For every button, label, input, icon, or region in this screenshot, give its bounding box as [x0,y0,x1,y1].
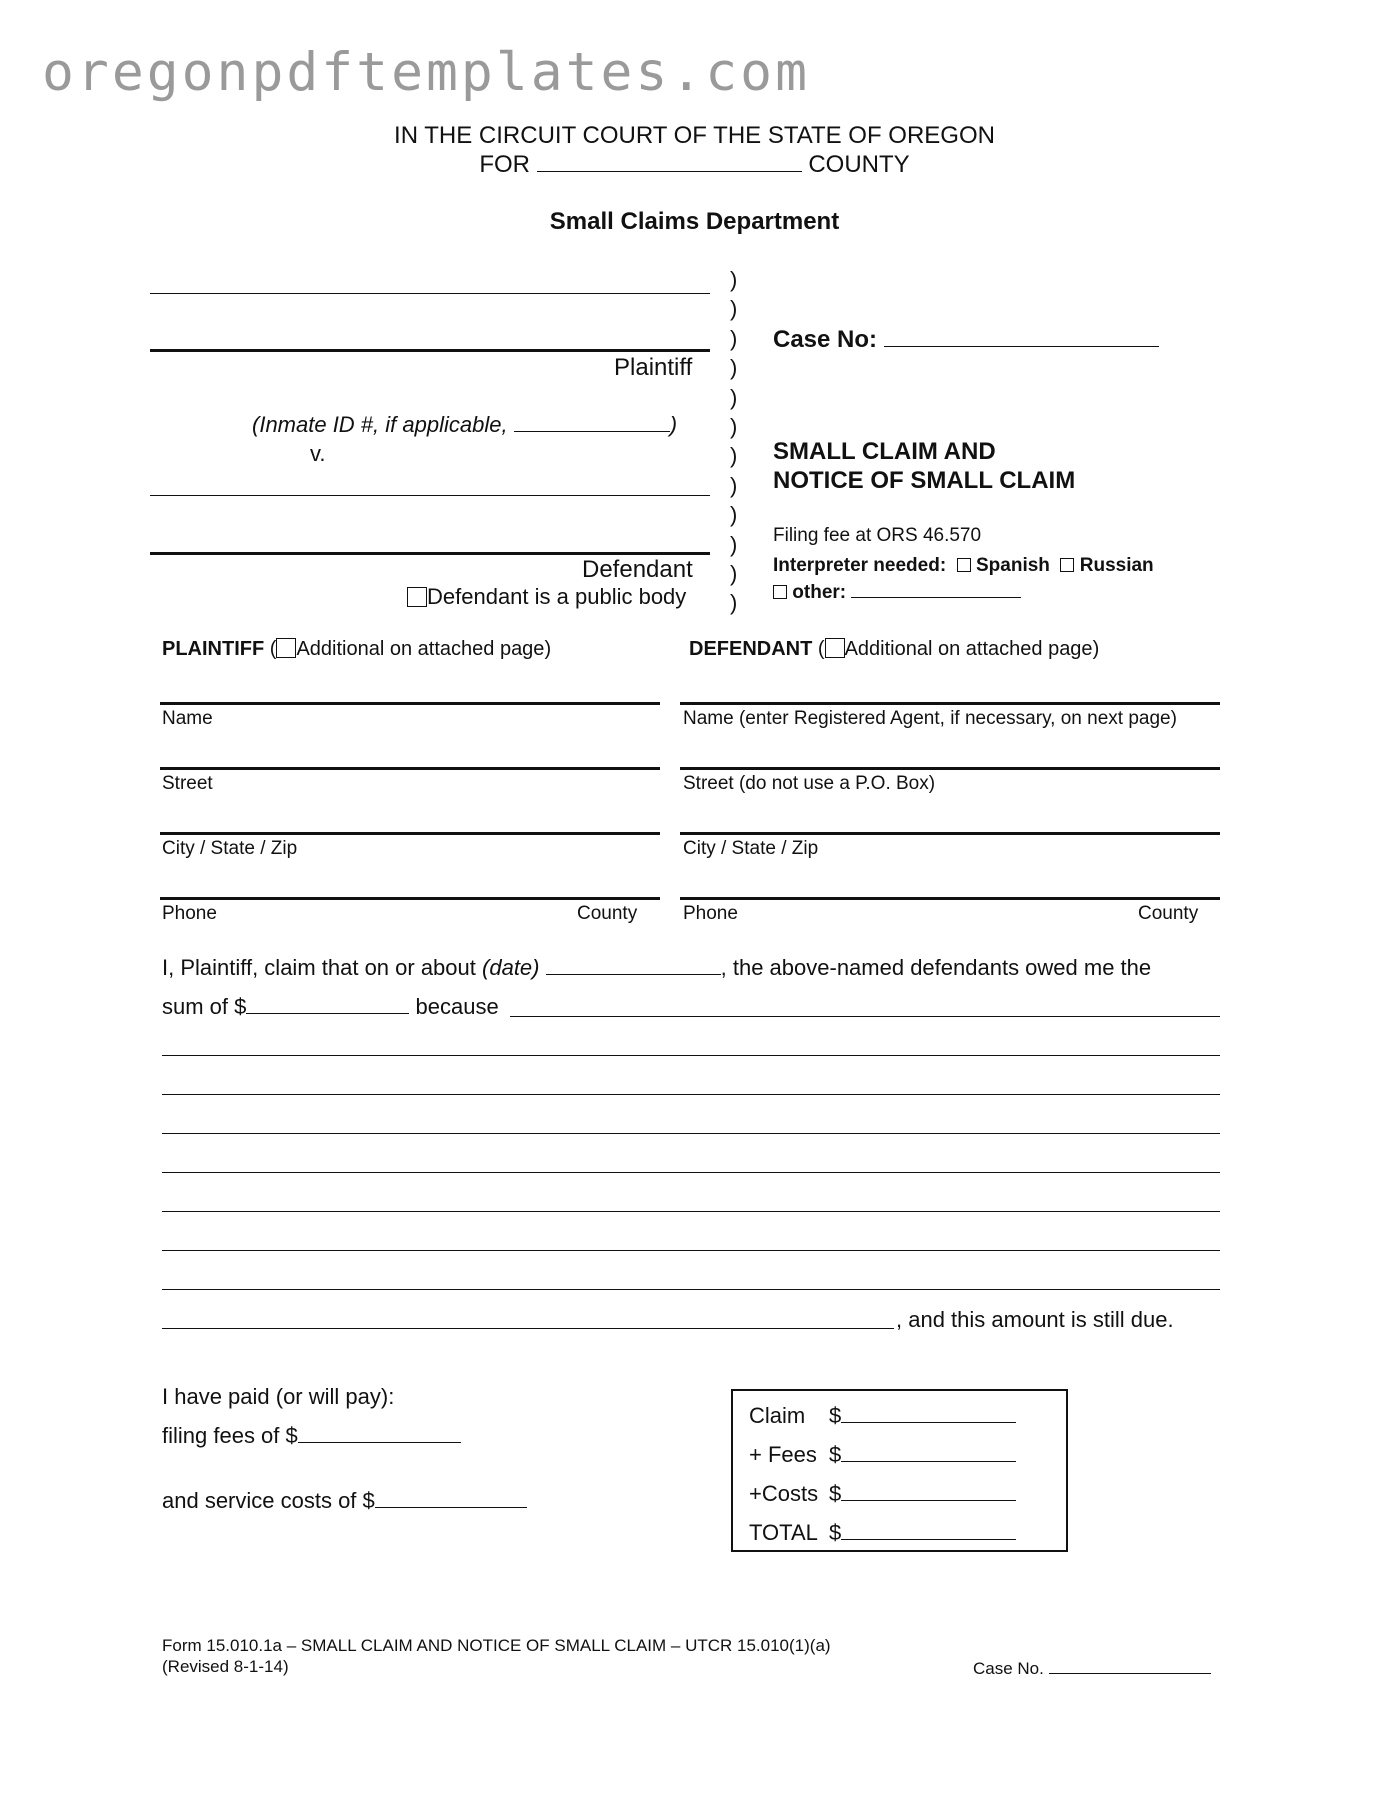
inmate-id [252,411,677,438]
service-costs-label: and service costs of $ [162,1488,375,1513]
interpreter-other-checkbox[interactable] [773,585,787,599]
plaintiff-additional-checkbox[interactable] [276,638,296,658]
plaintiff-caption-label: Plaintiff [614,354,693,381]
versus-label: v. [310,441,326,466]
defendant-section-heading [689,638,1099,661]
claim-after-date: , the above-named defendants owed me the [720,955,1152,980]
because-line-6[interactable] [162,1211,1220,1212]
service-costs-field[interactable] [375,1487,527,1508]
totals-costs-field[interactable] [841,1480,1016,1501]
plaintiff-name-label: Name [162,708,213,729]
form-title-line-1: SMALL CLAIM AND [773,438,996,465]
county-heading [0,151,1389,179]
paid-label: I have paid (or will pay): [162,1384,395,1409]
totals-costs-label: +Costs [749,1481,819,1506]
defendant-name-label: Name (enter Registered Agent, if necessary, on next page) [683,708,1177,729]
defendant-additional-checkbox[interactable] [825,638,845,658]
filing-fee-note: Filing fee at ORS 46.570 [773,525,982,546]
interpreter-other [773,579,1021,604]
public-body-label: Defendant is a public body [427,584,687,609]
inmate-id-label: (Inmate ID #, if applicable, [252,412,508,437]
interpreter-spanish-label: Spanish [976,555,1050,576]
totals-fees-dollar: $ [829,1442,842,1467]
watermark: oregonpdftemplates.com [42,42,810,103]
defendant-city-label: City / State / Zip [683,838,819,859]
plaintiff-phone-field[interactable] [160,897,660,900]
court-heading: IN THE CIRCUIT COURT OF THE STATE OF OREGON [394,122,995,149]
claim-date-label: (date) [482,955,540,980]
interpreter-needed [773,555,1154,577]
totals-fees-label: + Fees [749,1442,817,1467]
defendant-heading: DEFENDANT [689,638,813,660]
because-line-3[interactable] [162,1094,1220,1095]
defendant-county-label: County [1138,903,1199,924]
filing-fees-field[interactable] [298,1422,461,1443]
plaintiff-name-line-2[interactable] [150,349,710,352]
form-title-line-2: NOTICE OF SMALL CLAIM [773,467,1076,494]
interpreter-other-label: other: [792,582,847,603]
totals-costs-row [749,1480,1016,1507]
filing-fees [162,1422,461,1449]
defendant-phone-field[interactable] [680,897,1220,900]
defendant-phone-label: Phone [683,903,738,924]
inmate-id-field[interactable] [514,411,670,432]
totals-total-label: TOTAL [749,1520,818,1545]
footer-case-number-field[interactable] [1049,1657,1211,1674]
claim-sum [162,993,499,1020]
because-line-7[interactable] [162,1250,1220,1251]
filing-fees-label: filing fees of $ [162,1423,298,1448]
defendant-name-line-1[interactable] [150,495,710,496]
totals-total-dollar: $ [829,1520,842,1545]
plaintiff-city-label: City / State / Zip [162,838,298,859]
claim-intro [162,954,1151,981]
for-label: FOR [479,151,530,178]
footer-revised: (Revised 8-1-14) [162,1657,289,1676]
defendant-street-label: Street (do not use a P.O. Box) [683,773,936,794]
interpreter-russian-label: Russian [1079,555,1154,576]
plaintiff-paren-close: ) [544,638,552,660]
public-body-option [407,584,686,610]
department-heading: Small Claims Department [549,208,840,235]
county-label: COUNTY [808,151,910,178]
plaintiff-name-field[interactable] [160,702,660,705]
county-name-field[interactable] [537,151,802,172]
plaintiff-phone-label: Phone [162,903,217,924]
service-costs [162,1487,527,1514]
defendant-paren-close: ) [1092,638,1100,660]
interpreter-spanish-checkbox[interactable] [957,558,971,572]
defendant-name-field[interactable] [680,702,1220,705]
totals-claim-dollar: $ [829,1403,842,1428]
defendant-street-field[interactable] [680,767,1220,770]
plaintiff-street-field[interactable] [160,767,660,770]
because-line-8[interactable] [162,1289,1220,1290]
plaintiff-additional-label: Additional on attached page [296,638,545,660]
because-line-5[interactable] [162,1172,1220,1173]
interpreter-other-field[interactable] [851,579,1021,598]
because-line-9[interactable] [162,1328,894,1329]
because-line-2[interactable] [162,1055,1220,1056]
plaintiff-section-heading [162,638,551,661]
interpreter-russian-checkbox[interactable] [1060,558,1074,572]
footer-case-number [973,1657,1211,1679]
claim-date-field[interactable] [546,954,721,975]
plaintiff-heading: PLAINTIFF [162,638,265,660]
totals-box [731,1389,1068,1552]
plaintiff-paren-open: ( [269,638,277,660]
plaintiff-county-label: County [577,903,638,924]
totals-fees-field[interactable] [841,1441,1016,1462]
inmate-id-close: ) [669,412,678,437]
totals-total-field[interactable] [841,1519,1016,1540]
public-body-checkbox[interactable] [407,587,427,607]
totals-claim-field[interactable] [841,1402,1016,1423]
claim-because-label: because [415,994,499,1019]
totals-costs-dollar: $ [829,1481,842,1506]
defendant-paren-open: ( [817,638,825,660]
caption-parentheses: ) ) ) ) ) ) ) ) ) ) ) ) [730,267,738,616]
because-line-4[interactable] [162,1133,1220,1134]
case-number-label: Case No: [773,326,878,353]
interpreter-label: Interpreter needed: [773,555,947,576]
footer-case-number-label: Case No. [973,1659,1044,1678]
defendant-name-line-2[interactable] [150,552,710,555]
defendant-caption-label: Defendant [582,556,693,583]
defendant-city-field[interactable] [680,832,1220,835]
claim-sum-label: sum of $ [162,994,247,1019]
totals-fees-row [749,1441,1016,1468]
claim-sum-field[interactable] [246,993,409,1014]
plaintiff-street-label: Street [162,773,213,794]
defendant-additional-label: Additional on attached page [844,638,1093,660]
plaintiff-city-field[interactable] [160,832,660,835]
totals-claim-row [749,1402,1016,1429]
totals-claim-label: Claim [749,1403,806,1428]
case-number [773,324,1159,354]
totals-total-row [749,1519,1016,1546]
still-due-text: , and this amount is still due. [896,1307,1174,1332]
footer-form-id: Form 15.010.1a – SMALL CLAIM AND NOTICE OF SMALL CLAIM – UTCR 15.010(1)(a) [162,1636,831,1655]
case-number-field[interactable] [884,324,1159,347]
claim-intro-text: I, Plaintiff, claim that on or about [162,955,476,980]
plaintiff-name-line-1[interactable] [150,293,710,294]
because-line-1[interactable] [510,1016,1220,1017]
